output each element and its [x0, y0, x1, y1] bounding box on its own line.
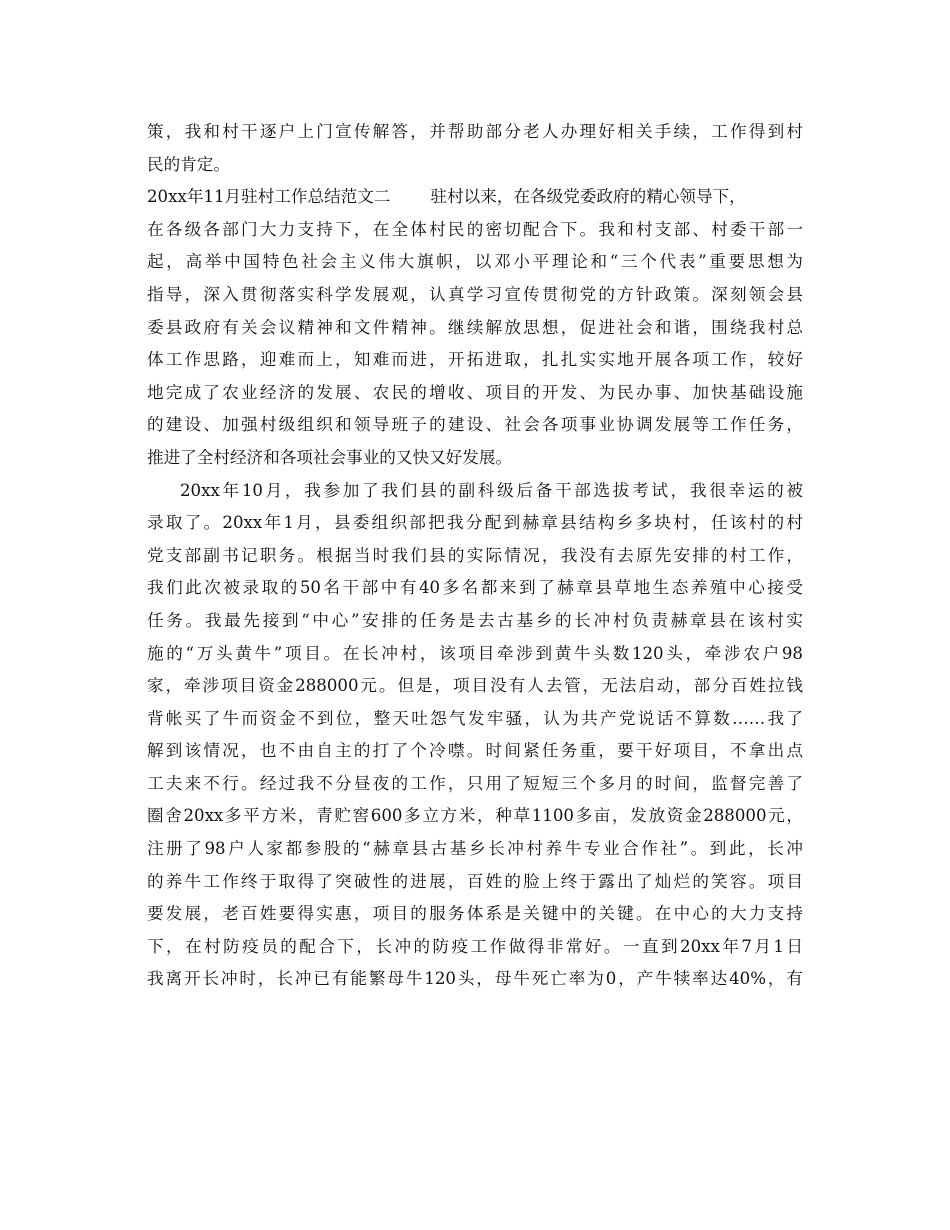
- text-line: 背帐买了牛而资金不到位，整天吐怨气发牢骚，认为共产党说话不算数……我了: [147, 708, 803, 728]
- text-line: 工夫来不行。经过我不分昼夜的工作，只用了短短三个多月的时间，监督完善了: [147, 773, 803, 793]
- text-line: 我们此次被录取的50名干部中有40多名都来到了赫章县草地生态养殖中心接受: [147, 578, 803, 598]
- text-line: 注册了98户人家都参股的“赫章县古基乡长冲村养牛专业合作社”。到此，长冲: [147, 839, 803, 859]
- text-line: 党支部副书记职务。根据当时我们县的实际情况，我没有去原先安排的村工作，: [147, 545, 803, 565]
- text-line: 在各级各部门大力支持下，在全体村民的密切配合下。我和村支部、村委干部一: [147, 219, 803, 239]
- body-text: [147, 116, 803, 996]
- text-line: 下，在村防疫员的配合下，长冲的防疫工作做得非常好。一直到20xx年7月1日: [147, 936, 803, 956]
- text-line: 策，我和村干逐户上门宣传解答，并帮助部分老人办理好相关手续，工作得到村: [147, 122, 803, 141]
- text-line: 的养牛工作终于取得了突破性的进展，百姓的脸上终于露出了灿烂的笑容。项目: [147, 871, 803, 891]
- text-line: 民的肯定。: [147, 154, 230, 174]
- text-segment: 驻村以来，在各级党委政府的精心领导下，: [430, 187, 746, 207]
- text-line: 20xx年10月，我参加了我们县的副科级后备干部选拔考试，我很幸运的被: [180, 480, 803, 500]
- text-line: 委县政府有关会议精神和文件精神。继续解放思想，促进社会和谐，围绕我村总: [147, 317, 803, 337]
- text-line: 我离开长冲时，长冲已有能繁母牛120头，母牛死亡率为0，产牛犊率达40%，有: [147, 969, 803, 989]
- text-line: 施的“万头黄牛”项目。在长冲村，该项目牵涉到黄牛头数120头，牵涉农户98: [147, 643, 803, 663]
- text-line: 录取了。20xx年1月，县委组织部把我分配到赫章县结构乡多块村，任该村的村: [147, 513, 803, 533]
- text-line: 体工作思路，迎难而上，知难而进，开拓进取，扎扎实实地开展各项工作，较好: [147, 350, 803, 370]
- text-line: 地完成了农业经济的发展、农民的增收、项目的开发、为民办事、加快基础设施: [147, 382, 803, 402]
- text-line: [147, 181, 803, 214]
- text-line: 任务。我最先接到“中心”安排的任务是去古基乡的长冲村负责赫章县在该村实: [147, 610, 803, 630]
- text-line: 推进了全村经济和各项社会事业的又快又好发展。: [147, 447, 513, 467]
- section-heading: 20xx年11月驻村工作总结范文二: [147, 187, 391, 207]
- text-line: 圈舍20xx多平方米，青贮窖600多立方米，种草1100多亩，发放资金288000元，: [147, 806, 803, 826]
- text-line: 家，牵涉项目资金288000元。但是，项目没有人去管，无法启动，部分百姓拉钱: [147, 676, 803, 696]
- text-line: 的建设、加强村级组织和领导班子的建设、社会各项事业协调发展等工作任务，: [147, 415, 803, 435]
- text-line: 解到该情况，也不由自主的打了个冷噤。时间紧任务重，要干好项目，不拿出点: [147, 741, 803, 761]
- text-line: 起，高举中国特色社会主义伟大旗帜，以邓小平理论和“三个代表”重要思想为: [147, 252, 803, 272]
- text-line: 指导，深入贯彻落实科学发展观，认真学习宣传贯彻党的方针政策。深刻领会县: [147, 284, 803, 304]
- text-line: 要发展，老百姓要得实惠，项目的服务体系是关键中的关键。在中心的大力支持: [147, 904, 803, 924]
